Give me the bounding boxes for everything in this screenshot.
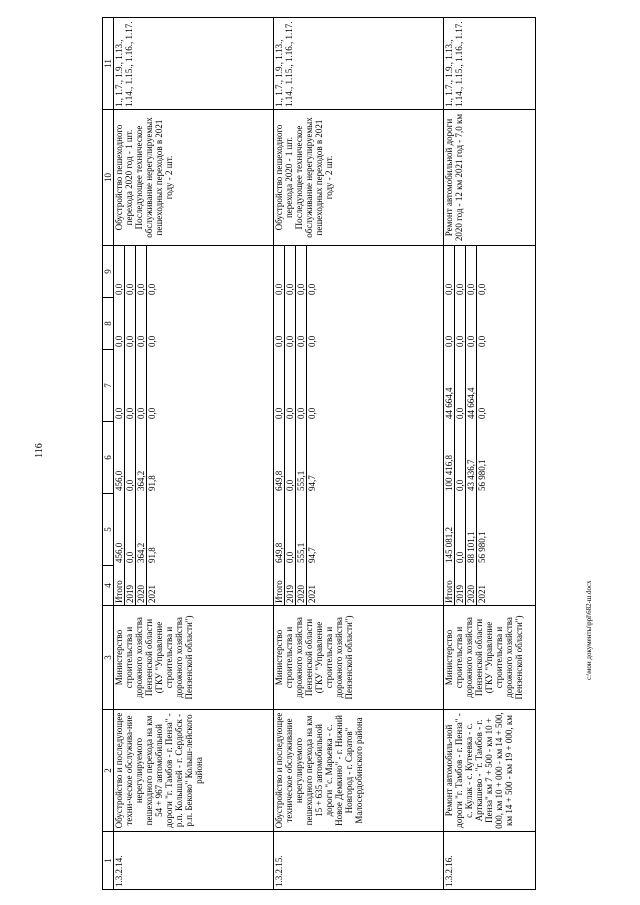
amount-local: 0,0 (444, 297, 455, 349)
amount-regional: 91,8 (147, 475, 157, 491)
amount-federal: 0,0 (147, 407, 157, 419)
amount-local: 0,0 (296, 297, 307, 349)
funding-row (307, 245, 318, 605)
funding-row (477, 245, 488, 605)
funding-years (114, 246, 274, 606)
amount-regional: 43 436,7 (466, 421, 477, 493)
column-number: 11 (103, 18, 114, 110)
amount-other: 0,0 (274, 245, 285, 297)
amount-other: 0,0 (125, 245, 136, 297)
year: Итого (444, 565, 455, 605)
program-measures-table (102, 17, 536, 890)
funding-row (114, 245, 125, 605)
amount-total: 0,0 (125, 493, 136, 565)
funding-years (274, 246, 444, 606)
amount-federal: 0,0 (114, 349, 125, 421)
funding-row (444, 245, 455, 605)
table-row (444, 18, 536, 890)
amount-federal: 44 664,4 (444, 349, 455, 421)
amount-total: 456,0 (114, 493, 125, 565)
funding-table (444, 245, 487, 605)
amount-total: 91,8 (147, 547, 157, 563)
rotated-table-container (102, 18, 534, 890)
amount-other: 0,0 (444, 245, 455, 297)
amount-regional: 0,0 (285, 421, 296, 493)
year: 2021 (307, 585, 317, 603)
indicator-refs: 1., 1.7., 1.9., 1.13., 1.14., 1.15., 1.16., 1.17. (114, 18, 274, 110)
amount-federal: 0,0 (274, 349, 285, 421)
funding-years (444, 246, 536, 606)
amount-federal: 0,0 (136, 349, 147, 421)
year: 2020 (136, 565, 147, 605)
indicator-refs: 1., 1.7., 1.9., 1.13., 1.14., 1.15., 1.16., 1.17. (444, 18, 536, 110)
amount-local: 0,0 (307, 335, 317, 347)
amount-federal: 0,0 (296, 349, 307, 421)
indicator-refs: 1., 1.7., 1.9., 1.13., 1.14., 1.15., 1.16., 1.17. (274, 18, 444, 110)
funding-table (274, 245, 317, 605)
footer-file-path: c:\мои документы\ppl\682-ш.docx (585, 580, 593, 680)
amount-federal: 44 664,4 (466, 349, 477, 421)
year: 2020 (466, 565, 477, 605)
expected-result: Обустройство пешеходного перехода 2020 год - 1 шт. Последующее техническое обслуживание нерегулируемых пешеходных переходов в 2021 году - 2 шт. (114, 110, 274, 246)
funding-row (455, 245, 466, 605)
funding-table (114, 245, 157, 605)
funding-row (125, 245, 136, 605)
amount-regional: 94,7 (307, 475, 317, 491)
year: 2019 (455, 565, 466, 605)
column-number: 3 (103, 606, 114, 710)
year: 2019 (285, 565, 296, 605)
amount-local: 0,0 (477, 335, 487, 347)
amount-other: 0,0 (455, 245, 466, 297)
funding-row (136, 245, 147, 605)
amount-total: 555,1 (296, 493, 307, 565)
amount-regional: 649,8 (274, 421, 285, 493)
amount-other: 0,0 (296, 245, 307, 297)
funding-row (296, 245, 307, 605)
column-number: 2 (103, 710, 114, 832)
measure-number: 1.3.2.15. (274, 832, 444, 890)
amount-other: 0,0 (114, 245, 125, 297)
column-number-row (103, 18, 114, 890)
year: Итого (114, 565, 125, 605)
funding-row (466, 245, 477, 605)
amount-total: 56 980,1 (477, 531, 487, 563)
column-number: 1 (103, 832, 114, 890)
measure-name: Обустройство и последующее техническое обслуживание нерегулируемого пешеходного перехода на км 15 + 635 автомобильной дороги "с. Марьевка - с. Новое Демкино" - г. Нижний Новгород - г. Саратов" Малосердобинского района (274, 710, 444, 832)
executor-name: Министерство строительства и дорожного хозяйства Пензенской области (ГКУ "Управление строительства и дорожного хозяйства Пензенской области") (274, 606, 444, 710)
amount-regional: 100 416,8 (444, 421, 455, 493)
amount-regional: 56 980,1 (477, 459, 487, 491)
table-row (274, 18, 444, 890)
amount-local: 0,0 (125, 297, 136, 349)
amount-local: 0,0 (147, 335, 157, 347)
amount-federal: 0,0 (307, 407, 317, 419)
page-number: 116 (33, 443, 45, 458)
amount-regional: 364,2 (136, 421, 147, 493)
amount-other: 0,0 (466, 245, 477, 297)
year: 2021 (147, 585, 157, 603)
expected-result: Обустройство пешеходного перехода 2020 - 1 шт. Последующее техническое обслуживание нерегулируемых пешеходных переходов в 2021 году - 2 шт. (274, 110, 444, 246)
amount-other: 0,0 (147, 283, 157, 295)
amount-total: 0,0 (285, 493, 296, 565)
measure-name: Ремонт автомобиль-ной дороги "г. Тамбов - г. Пенза" - с. Кулак - с. Кутеевка - с. Арткашево - "г. Тамбов - г. Пенза" км 7 + 500 - км 10 + 000, км 10 + 000 - км 14 + 500, км 14 + 500 - км 19 + 000, км (444, 710, 536, 832)
column-number: 4 (103, 566, 114, 606)
amount-regional: 456,0 (114, 421, 125, 493)
column-number: 10 (103, 110, 114, 246)
column-number: 8 (103, 298, 114, 350)
funding-row (285, 245, 296, 605)
funding-row (274, 245, 285, 605)
amount-local: 0,0 (466, 297, 477, 349)
amount-federal: 0,0 (125, 349, 136, 421)
amount-federal: 0,0 (477, 407, 487, 419)
year: Итого (274, 565, 285, 605)
amount-local: 0,0 (136, 297, 147, 349)
amount-other: 0,0 (477, 283, 487, 295)
amount-total: 364,2 (136, 493, 147, 565)
expected-result: Ремонт автомобильной дороги 2020 год - 12 км 2021 год - 7,0 км (444, 110, 536, 246)
year: 2020 (296, 565, 307, 605)
measure-name: Обустройство и последующее техни-ческое обслужива-ние нерегулируемого пешеходного перехода на км 54 + 967 автомобильной дороги "г. Тамбов - г. Пенза" - р.п. Колышлей - г. Сердобск - р.п. Беково" Колыш-лейского района (114, 710, 274, 832)
funding-row (147, 245, 158, 605)
amount-total: 0,0 (455, 493, 466, 565)
amount-federal: 0,0 (455, 349, 466, 421)
table-row (114, 18, 274, 890)
amount-federal: 0,0 (285, 349, 296, 421)
amount-total: 649,8 (274, 493, 285, 565)
amount-regional: 555,1 (296, 421, 307, 493)
amount-other: 0,0 (307, 283, 317, 295)
amount-local: 0,0 (114, 297, 125, 349)
year: 2021 (477, 585, 487, 603)
amount-total: 94,7 (307, 547, 317, 563)
amount-total: 88 101,1 (466, 493, 477, 565)
amount-local: 0,0 (455, 297, 466, 349)
amount-regional: 0,0 (125, 421, 136, 493)
measure-number: 1.3.2.16. (444, 832, 536, 890)
amount-total: 145 081,2 (444, 493, 455, 565)
measure-number: 1.3.2.14. (114, 832, 274, 890)
amount-other: 0,0 (285, 245, 296, 297)
amount-local: 0,0 (285, 297, 296, 349)
column-number: 5 (103, 494, 114, 566)
year: 2019 (125, 565, 136, 605)
column-number: 9 (103, 246, 114, 298)
column-number: 6 (103, 422, 114, 494)
column-number: 7 (103, 350, 114, 422)
amount-other: 0,0 (136, 245, 147, 297)
amount-local: 0,0 (274, 297, 285, 349)
executor-name: Министерство строительства и дорожного хозяйства Пензенской области (ГКУ "Управление строительства и дорожного хозяйства Пензенской области") (444, 606, 536, 710)
executor-name: Министерство строительства и дорожного хозяйства Пензенской области (ГКУ "Управление строительства и дорожного хозяйства Пензенской области") (114, 606, 274, 710)
amount-regional: 0,0 (455, 421, 466, 493)
